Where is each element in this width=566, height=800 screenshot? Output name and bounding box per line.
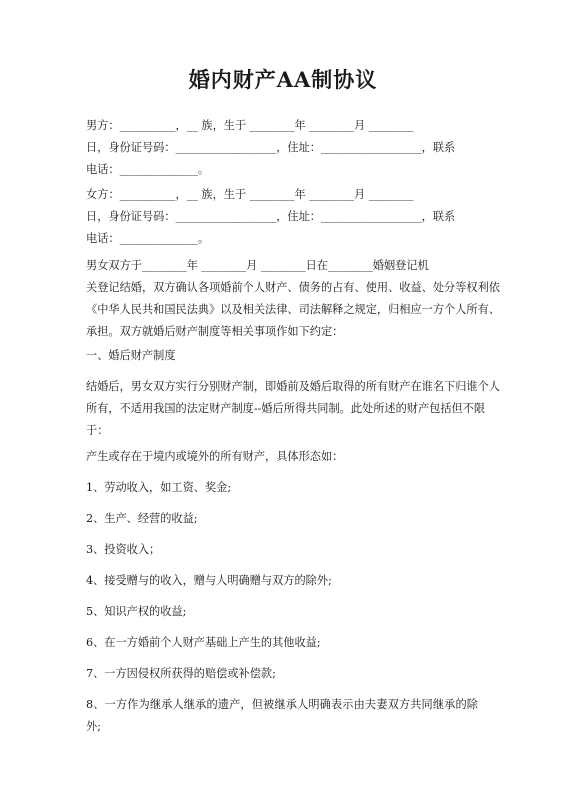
wife-info bbox=[86, 184, 478, 250]
section-1-line-2: 所有，不适用我国的法定财产制度--婚后所得共同制。此处所述的财产包括但不限 bbox=[86, 402, 486, 415]
husband-line-3: 电话：______________。 bbox=[86, 163, 210, 176]
scope-text: 产生或存在于境内或境外的所有财产，具体形态如： bbox=[86, 450, 344, 463]
list-item: 6、在一方婚前个人财产基础上产生的其他收益; bbox=[86, 636, 321, 649]
section-1-heading: 一、婚后财产制度 bbox=[86, 349, 176, 362]
intro-paragraph bbox=[86, 255, 500, 343]
wife-line-1: 女方：__________，__ 族，生于 ________年 ________月 ________ bbox=[86, 188, 414, 201]
intro-line-2: 关登记结婚，双方确认各项婚前个人财产、债务的占有、使用、收益、处分等权利依 bbox=[86, 281, 500, 294]
wife-line-3: 电话：______________。 bbox=[86, 232, 210, 245]
husband-line-1: 男方：__________，__ 族，生于 ________年 ________月 ________ bbox=[86, 119, 414, 132]
intro-line-1: 男女双方于________年 ________月 ________日在________婚姻登记机 bbox=[86, 259, 429, 272]
section-1-line-1: 结婚后，男女双方实行分别财产制，即婚前及婚后取得的所有财产在谁名下归谁个人 bbox=[86, 380, 500, 393]
section-1-line-3: 于： bbox=[86, 424, 109, 437]
intro-line-4: 承担。双方就婚后财产制度等相关事项作如下约定： bbox=[86, 325, 344, 338]
list-item: 7、一方因侵权所获得的赔偿或补偿款; bbox=[86, 667, 276, 680]
section-1-body bbox=[86, 376, 500, 442]
husband-line-2: 日，身份证号码：__________________，住址：__________________，联系 bbox=[86, 141, 456, 154]
husband-info bbox=[86, 115, 478, 181]
wife-line-2: 日，身份证号码：__________________，住址：__________________，联系 bbox=[86, 210, 456, 223]
document-title: 婚内财产AA制协议 bbox=[188, 67, 378, 92]
list-item: 3、投资收入； bbox=[86, 543, 161, 556]
intro-line-3: 《中华人民共和国民法典》以及相关法律、司法解释之规定，归相应一方个人所有、 bbox=[86, 303, 500, 316]
list-item: 5、知识产权的收益; bbox=[86, 605, 187, 618]
list-item: 2、生产、经营的收益; bbox=[86, 512, 198, 525]
list-item: 1、劳动收入，如工资、奖金; bbox=[86, 481, 232, 494]
list-item: 4、接受赠与的收入，赠与人明确赠与双方的除外; bbox=[86, 574, 332, 587]
list-item: 8、一方作为继承人继承的遗产，但被继承人明确表示由夫妻双方共同继承的除外; bbox=[86, 698, 478, 733]
